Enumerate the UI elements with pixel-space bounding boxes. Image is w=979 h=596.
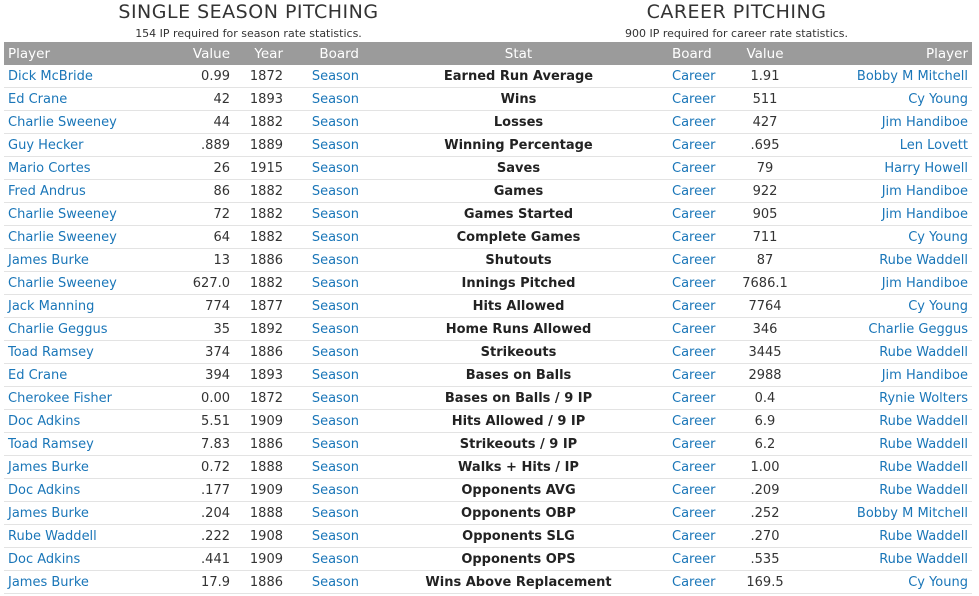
career-value: 2988 — [726, 364, 804, 387]
stat-name: Opponents AVG — [369, 479, 668, 502]
career-player-link[interactable]: Jim Handiboe — [804, 364, 972, 387]
stat-name: Wins Above Replacement — [369, 571, 668, 594]
season-note: 154 IP required for season rate statistics. — [135, 27, 362, 40]
career-value: .270 — [726, 525, 804, 548]
career-board-link[interactable]: Career — [668, 387, 726, 410]
season-board-link[interactable]: Season — [287, 387, 369, 410]
season-year: 1888 — [234, 456, 287, 479]
season-board-link[interactable]: Season — [287, 341, 369, 364]
header-career-board[interactable]: Board — [668, 42, 726, 65]
season-value: 394 — [174, 364, 234, 387]
season-year: 1909 — [234, 479, 287, 502]
table-row — [4, 456, 972, 479]
season-player-link[interactable]: Charlie Geggus — [4, 318, 174, 341]
table-row — [4, 157, 972, 180]
table-row — [4, 525, 972, 548]
career-player-link[interactable]: Rynie Wolters — [804, 387, 972, 410]
season-value: 13 — [174, 249, 234, 272]
career-board-link[interactable]: Career — [668, 479, 726, 502]
career-value: 7686.1 — [726, 272, 804, 295]
season-value: 72 — [174, 203, 234, 226]
header-stat[interactable]: Stat — [369, 42, 668, 65]
season-board-link[interactable]: Season — [287, 571, 369, 594]
season-board-link[interactable]: Season — [287, 364, 369, 387]
career-value: 922 — [726, 180, 804, 203]
stat-name: Games Started — [369, 203, 668, 226]
season-value: .889 — [174, 134, 234, 157]
season-year: 1882 — [234, 272, 287, 295]
header-season-board[interactable]: Board — [287, 42, 369, 65]
stat-name: Opponents OBP — [369, 502, 668, 525]
career-board-link[interactable]: Career — [668, 65, 726, 88]
table-row — [4, 203, 972, 226]
season-year: 1893 — [234, 364, 287, 387]
career-value: 0.4 — [726, 387, 804, 410]
stat-name: Strikeouts / 9 IP — [369, 433, 668, 456]
stat-name: Earned Run Average — [369, 65, 668, 88]
season-board-link[interactable]: Season — [287, 111, 369, 134]
career-player-link[interactable]: Rube Waddell — [804, 249, 972, 272]
season-player-link[interactable]: Ed Crane — [4, 88, 174, 111]
season-value: .441 — [174, 548, 234, 571]
stat-name: Hits Allowed — [369, 295, 668, 318]
season-board-link[interactable]: Season — [287, 318, 369, 341]
header-career-value[interactable]: Value — [726, 42, 804, 65]
season-value: 0.00 — [174, 387, 234, 410]
season-value: 64 — [174, 226, 234, 249]
stat-name: Bases on Balls / 9 IP — [369, 387, 668, 410]
table-row — [4, 180, 972, 203]
season-value: 5.51 — [174, 410, 234, 433]
header-season-player[interactable]: Player — [4, 42, 174, 65]
career-board-link[interactable]: Career — [668, 295, 726, 318]
career-value: 711 — [726, 226, 804, 249]
season-year: 1889 — [234, 134, 287, 157]
season-value: 86 — [174, 180, 234, 203]
table-row — [4, 318, 972, 341]
stat-name: Opponents SLG — [369, 525, 668, 548]
season-year: 1886 — [234, 249, 287, 272]
career-board-link[interactable]: Career — [668, 456, 726, 479]
season-value: 627.0 — [174, 272, 234, 295]
season-year: 1872 — [234, 387, 287, 410]
season-year: 1886 — [234, 571, 287, 594]
season-title: SINGLE SEASON PITCHING — [118, 1, 379, 23]
career-value: 79 — [726, 157, 804, 180]
career-board-link[interactable]: Career — [668, 410, 726, 433]
career-player-link[interactable]: Cy Young — [804, 88, 972, 111]
table-row — [4, 88, 972, 111]
header-season-year[interactable]: Year — [234, 42, 287, 65]
season-player-link[interactable]: Toad Ramsey — [4, 433, 174, 456]
season-player-link[interactable]: Jack Manning — [4, 295, 174, 318]
season-board-link[interactable]: Season — [287, 433, 369, 456]
career-title: CAREER PITCHING — [646, 1, 827, 23]
season-player-link[interactable]: Guy Hecker — [4, 134, 174, 157]
records-table — [4, 42, 972, 594]
season-year: 1909 — [234, 548, 287, 571]
season-value: 44 — [174, 111, 234, 134]
career-note: 900 IP required for career rate statistics. — [624, 27, 849, 40]
season-year: 1886 — [234, 341, 287, 364]
career-value: 427 — [726, 111, 804, 134]
season-player-link[interactable]: Rube Waddell — [4, 525, 174, 548]
table-row — [4, 295, 972, 318]
season-player-link[interactable]: Doc Adkins — [4, 548, 174, 571]
career-board-link[interactable]: Career — [668, 111, 726, 134]
table-row — [4, 65, 972, 88]
season-board-link[interactable]: Season — [287, 180, 369, 203]
table-row — [4, 249, 972, 272]
season-player-link[interactable]: Ed Crane — [4, 364, 174, 387]
career-board-link[interactable]: Career — [668, 364, 726, 387]
table-row — [4, 111, 972, 134]
career-board-link[interactable]: Career — [668, 272, 726, 295]
career-value: .252 — [726, 502, 804, 525]
season-year: 1909 — [234, 410, 287, 433]
titles — [0, 0, 979, 42]
table-row — [4, 548, 972, 571]
career-board-link[interactable]: Career — [668, 226, 726, 249]
stat-name: Wins — [369, 88, 668, 111]
season-value: 774 — [174, 295, 234, 318]
season-value: 0.72 — [174, 456, 234, 479]
career-player-link[interactable]: Jim Handiboe — [804, 272, 972, 295]
table-row — [4, 387, 972, 410]
career-board-link[interactable]: Career — [668, 157, 726, 180]
stat-name: Home Runs Allowed — [369, 318, 668, 341]
season-board-link[interactable]: Season — [287, 226, 369, 249]
career-player-link[interactable]: Rube Waddell — [804, 456, 972, 479]
table-row — [4, 410, 972, 433]
season-value: .222 — [174, 525, 234, 548]
career-board-link[interactable]: Career — [668, 88, 726, 111]
table-row — [4, 134, 972, 157]
career-player-link[interactable]: Charlie Geggus — [804, 318, 972, 341]
career-board-link[interactable]: Career — [668, 433, 726, 456]
season-player-link[interactable]: Mario Cortes — [4, 157, 174, 180]
career-value: 905 — [726, 203, 804, 226]
table-row — [4, 479, 972, 502]
season-value: 7.83 — [174, 433, 234, 456]
season-value: 26 — [174, 157, 234, 180]
table-row — [4, 364, 972, 387]
career-value: .535 — [726, 548, 804, 571]
stat-name: Innings Pitched — [369, 272, 668, 295]
season-year: 1882 — [234, 226, 287, 249]
header-season-value[interactable]: Value — [174, 42, 234, 65]
career-player-link[interactable]: Len Lovett — [804, 134, 972, 157]
season-board-link[interactable]: Season — [287, 157, 369, 180]
season-board-link[interactable]: Season — [287, 249, 369, 272]
season-player-link[interactable]: Dick McBride — [4, 65, 174, 88]
career-board-link[interactable]: Career — [668, 341, 726, 364]
career-value: .209 — [726, 479, 804, 502]
career-player-link[interactable]: Jim Handiboe — [804, 203, 972, 226]
career-board-link[interactable]: Career — [668, 134, 726, 157]
header-career-player[interactable]: Player — [804, 42, 972, 65]
table-row — [4, 571, 972, 594]
career-value: 346 — [726, 318, 804, 341]
career-player-link[interactable]: Rube Waddell — [804, 433, 972, 456]
season-player-link[interactable]: Charlie Sweeney — [4, 272, 174, 295]
stat-name: Shutouts — [369, 249, 668, 272]
career-board-link[interactable]: Career — [668, 203, 726, 226]
table-row — [4, 226, 972, 249]
stat-name: Games — [369, 180, 668, 203]
career-value: 87 — [726, 249, 804, 272]
career-player-link[interactable]: Bobby M Mitchell — [804, 502, 972, 525]
career-board-link[interactable]: Career — [668, 318, 726, 341]
season-board-link[interactable]: Season — [287, 410, 369, 433]
stat-name: Strikeouts — [369, 341, 668, 364]
career-player-link[interactable]: Cy Young — [804, 571, 972, 594]
career-value: 6.9 — [726, 410, 804, 433]
career-player-link[interactable]: Rube Waddell — [804, 548, 972, 571]
season-player-link[interactable]: Fred Andrus — [4, 180, 174, 203]
stat-name: Hits Allowed / 9 IP — [369, 410, 668, 433]
season-year: 1882 — [234, 111, 287, 134]
season-player-link[interactable]: James Burke — [4, 502, 174, 525]
table-row — [4, 502, 972, 525]
season-board-link[interactable]: Season — [287, 88, 369, 111]
season-year: 1877 — [234, 295, 287, 318]
career-value: 7764 — [726, 295, 804, 318]
career-player-link[interactable]: Jim Handiboe — [804, 111, 972, 134]
season-player-link[interactable]: Charlie Sweeney — [4, 203, 174, 226]
career-player-link[interactable]: Harry Howell — [804, 157, 972, 180]
season-year: 1915 — [234, 157, 287, 180]
career-board-link[interactable]: Career — [668, 525, 726, 548]
season-player-link[interactable]: Charlie Sweeney — [4, 226, 174, 249]
season-year: 1882 — [234, 180, 287, 203]
stat-name: Walks + Hits / IP — [369, 456, 668, 479]
stat-name: Saves — [369, 157, 668, 180]
season-year: 1872 — [234, 65, 287, 88]
season-board-link[interactable]: Season — [287, 203, 369, 226]
table-row — [4, 341, 972, 364]
career-value: 1.91 — [726, 65, 804, 88]
season-player-link[interactable]: James Burke — [4, 456, 174, 479]
season-value: .204 — [174, 502, 234, 525]
career-board-link[interactable]: Career — [668, 548, 726, 571]
table-row — [4, 433, 972, 456]
season-year: 1888 — [234, 502, 287, 525]
season-year: 1893 — [234, 88, 287, 111]
season-player-link[interactable]: Cherokee Fisher — [4, 387, 174, 410]
season-value: 17.9 — [174, 571, 234, 594]
header-row — [4, 42, 972, 65]
career-player-link[interactable]: Rube Waddell — [804, 341, 972, 364]
career-board-link[interactable]: Career — [668, 502, 726, 525]
career-value: 169.5 — [726, 571, 804, 594]
season-value: 0.99 — [174, 65, 234, 88]
season-board-link[interactable]: Season — [287, 65, 369, 88]
career-player-link[interactable]: Rube Waddell — [804, 479, 972, 502]
table-row — [4, 272, 972, 295]
season-year: 1908 — [234, 525, 287, 548]
stat-name: Winning Percentage — [369, 134, 668, 157]
season-board-link[interactable]: Season — [287, 525, 369, 548]
season-value: 374 — [174, 341, 234, 364]
career-title-block — [497, 0, 976, 41]
season-year: 1882 — [234, 203, 287, 226]
season-year: 1886 — [234, 433, 287, 456]
career-value: 3445 — [726, 341, 804, 364]
season-board-link[interactable]: Season — [287, 479, 369, 502]
career-value: 1.00 — [726, 456, 804, 479]
career-value: 511 — [726, 88, 804, 111]
season-player-link[interactable]: Charlie Sweeney — [4, 111, 174, 134]
season-board-link[interactable]: Season — [287, 548, 369, 571]
career-board-link[interactable]: Career — [668, 249, 726, 272]
career-board-link[interactable]: Career — [668, 180, 726, 203]
season-player-link[interactable]: James Burke — [4, 571, 174, 594]
season-value: 42 — [174, 88, 234, 111]
stat-name: Complete Games — [369, 226, 668, 249]
stat-name: Opponents OPS — [369, 548, 668, 571]
career-value: 6.2 — [726, 433, 804, 456]
career-player-link[interactable]: Cy Young — [804, 226, 972, 249]
season-value: 35 — [174, 318, 234, 341]
career-player-link[interactable]: Rube Waddell — [804, 525, 972, 548]
season-player-link[interactable]: Doc Adkins — [4, 479, 174, 502]
season-title-block — [0, 0, 497, 41]
season-board-link[interactable]: Season — [287, 456, 369, 479]
season-board-link[interactable]: Season — [287, 272, 369, 295]
career-player-link[interactable]: Cy Young — [804, 295, 972, 318]
season-player-link[interactable]: Toad Ramsey — [4, 341, 174, 364]
career-player-link[interactable]: Jim Handiboe — [804, 180, 972, 203]
career-player-link[interactable]: Bobby M Mitchell — [804, 65, 972, 88]
career-board-link[interactable]: Career — [668, 571, 726, 594]
season-board-link[interactable]: Season — [287, 502, 369, 525]
season-board-link[interactable]: Season — [287, 295, 369, 318]
career-value: .695 — [726, 134, 804, 157]
career-player-link[interactable]: Rube Waddell — [804, 410, 972, 433]
season-board-link[interactable]: Season — [287, 134, 369, 157]
stat-name: Losses — [369, 111, 668, 134]
season-player-link[interactable]: James Burke — [4, 249, 174, 272]
season-value: .177 — [174, 479, 234, 502]
season-player-link[interactable]: Doc Adkins — [4, 410, 174, 433]
season-year: 1892 — [234, 318, 287, 341]
stat-name: Bases on Balls — [369, 364, 668, 387]
